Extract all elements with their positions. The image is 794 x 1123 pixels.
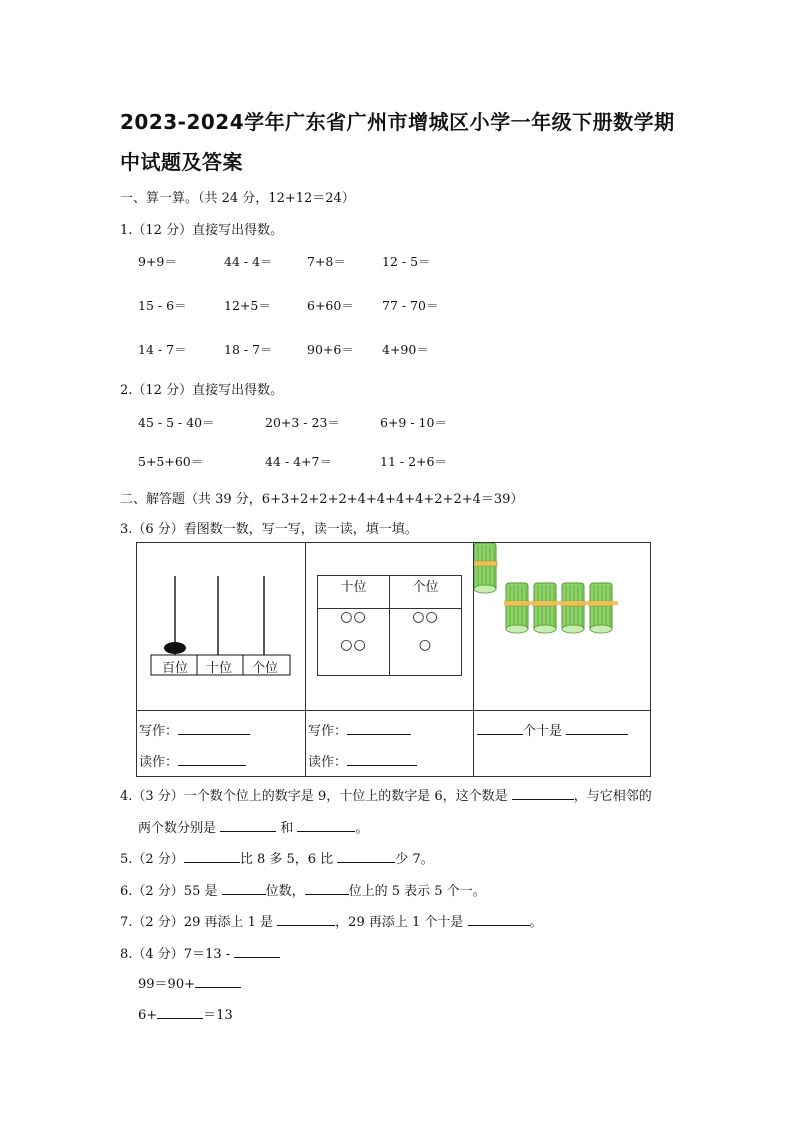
q2-item: 20+3 - 23＝ — [265, 415, 340, 430]
answer-blank[interactable] — [566, 722, 628, 735]
header-tens: 十位 — [318, 576, 390, 609]
place-value-figure — [306, 543, 473, 710]
read-label: 读作： — [139, 755, 179, 770]
abacus-graphic — [137, 543, 304, 710]
question-3-label: 3.（6 分）看图数一数，写一写，读一读，填一填。 — [120, 522, 418, 537]
question-6 — [120, 880, 486, 899]
read-label: 读作： — [308, 755, 348, 770]
question-8-text: 99＝90+ — [138, 977, 195, 992]
question-6-text: 6.（2 分）55 是 — [120, 884, 218, 899]
question-8-text: ＝13 — [203, 1008, 233, 1023]
q1-item: 44 - 4＝ — [224, 254, 273, 269]
q2-item: 5+5+60＝ — [138, 454, 204, 469]
q1-item: 14 - 7＝ — [138, 342, 187, 357]
write-label: 写作： — [308, 724, 348, 739]
answer-area-2 — [306, 711, 473, 776]
answer-blank[interactable] — [277, 913, 335, 926]
answer-blank[interactable] — [512, 787, 574, 800]
tens-text: 个十是 — [523, 724, 563, 739]
answer-blank[interactable] — [347, 753, 417, 766]
question-2-label: 2.（12 分）直接写出得数。 — [120, 383, 284, 398]
q1-item: 77 - 70＝ — [382, 298, 439, 313]
q1-item: 15 - 6＝ — [138, 298, 187, 313]
q1-item: 90+6＝ — [307, 342, 354, 357]
abacus-label-ones: 个位 — [252, 661, 279, 676]
write-label: 写作： — [139, 724, 179, 739]
section-1-heading: 一、算一算。（共 24 分，12+12＝24） — [120, 191, 355, 206]
page-title: 2023-2024学年广东省广州市增城区小学一年级下册数学期 — [120, 110, 675, 134]
q1-item: 7+8＝ — [307, 254, 346, 269]
q1-item: 9+9＝ — [138, 254, 177, 269]
question-6-text: 位上的 5 表示 5 个一。 — [348, 884, 486, 899]
answer-blank[interactable] — [220, 819, 276, 832]
answer-blank[interactable] — [337, 850, 395, 863]
question-4 — [120, 785, 652, 804]
question-3-table — [136, 542, 651, 777]
question-1-label: 1.（12 分）直接写出得数。 — [120, 223, 284, 238]
question-4-text: 4.（3 分）一个数个位上的数字是 9，十位上的数字是 6，这个数是 — [120, 789, 508, 804]
question-5 — [120, 848, 434, 867]
question-7 — [120, 911, 543, 930]
question-8-line2 — [138, 973, 241, 992]
answer-blank[interactable] — [195, 975, 241, 988]
question-4-line2 — [138, 817, 368, 836]
question-8-text: 6+ — [138, 1008, 158, 1023]
question-8-text: 8.（4 分）7＝13 - — [120, 947, 231, 962]
q1-item: 4+90＝ — [382, 342, 429, 357]
ones-circles-row-2: ○ — [418, 637, 433, 653]
q1-item: 18 - 7＝ — [224, 342, 273, 357]
section-2-heading: 二、解答题（共 39 分，6+3+2+2+2+4+4+4+4+2+2+4＝39） — [120, 492, 524, 507]
question-5-text: 少 7。 — [395, 852, 434, 867]
question-4-text-end: ，与它相邻的 — [573, 789, 652, 804]
answer-area-1 — [137, 711, 305, 776]
question-5-text: 比 8 多 5，6 比 — [239, 852, 334, 867]
q1-item: 6+60＝ — [307, 298, 354, 313]
question-4-text: 两个数分别是 — [138, 821, 217, 836]
abacus-label-hundreds: 百位 — [162, 661, 189, 676]
answer-blank[interactable] — [234, 945, 280, 958]
abacus-label-tens: 十位 — [206, 661, 233, 676]
question-7-text: ，29 再添上 1 个十是 — [335, 915, 464, 930]
question-7-text: 。 — [529, 915, 543, 930]
page-title-line2: 中试题及答案 — [120, 150, 243, 174]
answer-blank[interactable] — [178, 722, 250, 735]
question-8-line3 — [138, 1004, 233, 1023]
question-4-text: 。 — [355, 821, 369, 836]
question-6-text: 位数， — [265, 884, 305, 899]
ones-circles-row-1: ○○ — [412, 609, 439, 625]
answer-blank[interactable] — [297, 819, 355, 832]
answer-blank[interactable] — [305, 882, 349, 895]
answer-blank[interactable] — [347, 722, 411, 735]
q1-item: 12 - 5＝ — [382, 254, 431, 269]
stick-bundles-graphic — [474, 543, 652, 710]
question-8 — [120, 943, 280, 962]
answer-blank[interactable] — [222, 882, 266, 895]
answer-blank[interactable] — [178, 753, 246, 766]
answer-blank[interactable] — [157, 1006, 203, 1019]
answer-blank[interactable] — [184, 850, 240, 863]
question-4-text: 和 — [280, 821, 294, 836]
question-5-text: 5.（2 分） — [120, 852, 184, 867]
answer-blank[interactable] — [468, 913, 530, 926]
place-value-chart — [317, 575, 462, 676]
q2-item: 44 - 4+7＝ — [265, 454, 332, 469]
answer-blank[interactable] — [477, 722, 523, 735]
q2-item: 45 - 5 - 40＝ — [138, 415, 215, 430]
q2-item: 11 - 2+6＝ — [380, 454, 447, 469]
header-ones: 个位 — [390, 576, 462, 609]
tens-circles-row-1: ○○ — [340, 609, 367, 625]
stick-bundles-figure — [474, 543, 650, 710]
question-7-text: 7.（2 分）29 再添上 1 是 — [120, 915, 274, 930]
abacus-figure — [137, 543, 305, 710]
q1-item: 12+5＝ — [224, 298, 271, 313]
q2-item: 6+9 - 10＝ — [380, 415, 447, 430]
answer-area-3 — [474, 711, 650, 776]
tens-circles-row-2: ○○ — [340, 637, 367, 653]
